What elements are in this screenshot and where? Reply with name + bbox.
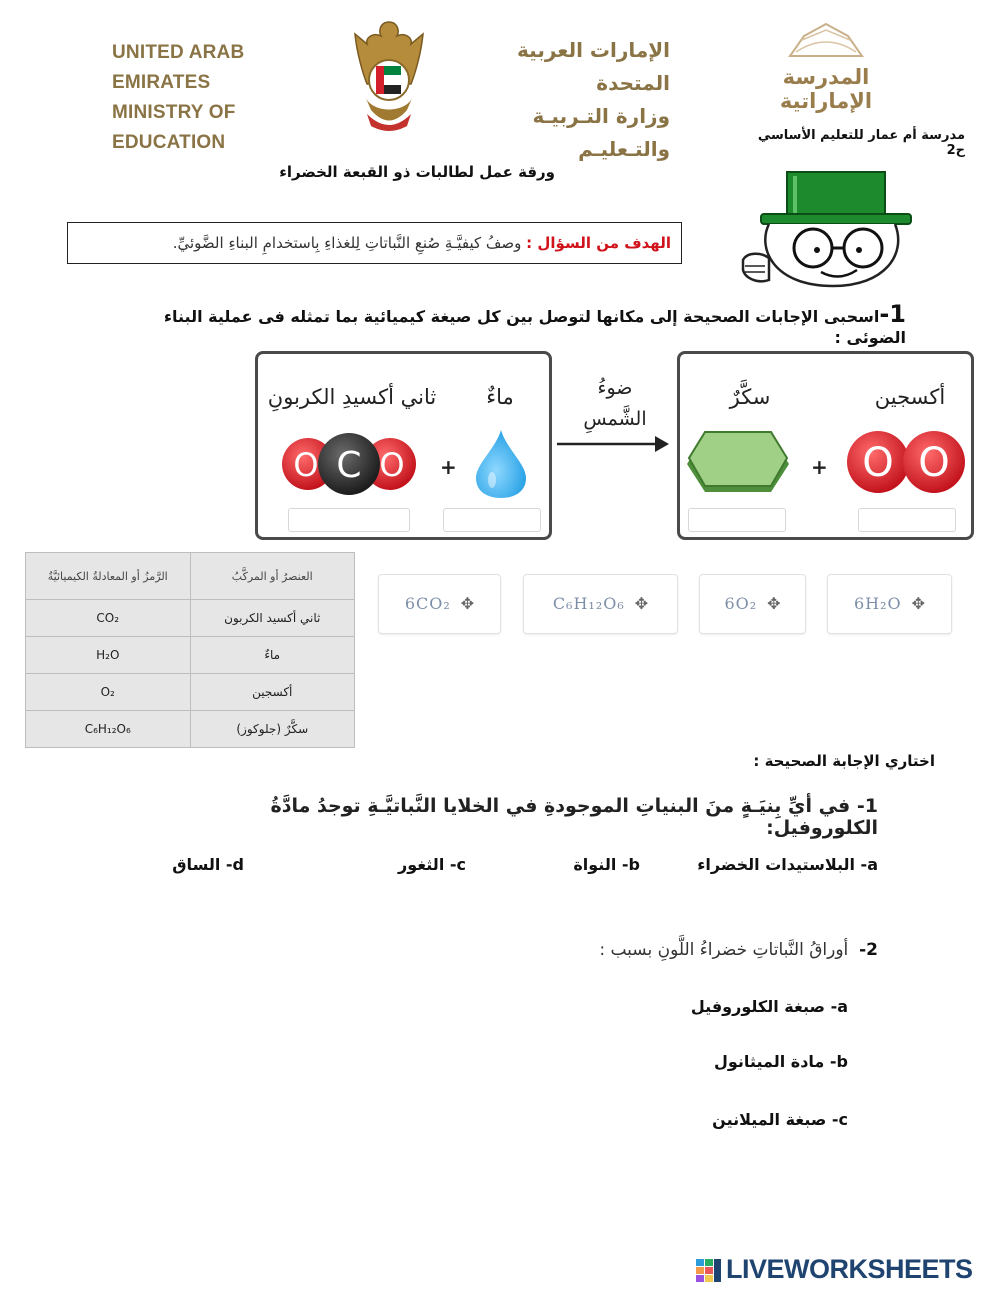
water-label: ماءٌ [486, 385, 514, 409]
table-row [26, 711, 355, 748]
mcq-question-2 [540, 940, 878, 960]
school-name: مدرسة أم عمار للتعليم الأساسي ح2 [757, 128, 965, 158]
drop-zone-oxygen[interactable] [858, 508, 956, 532]
green-hat-character-icon [735, 168, 920, 290]
draggable-chip-6co2[interactable] [378, 574, 501, 634]
liveworksheets-logo-icon [696, 1259, 722, 1283]
ministry-en-line1: UNITED ARAB EMIRATES [112, 42, 245, 93]
ministry-ar-line1: الإمارات العربية المتحدة [517, 38, 670, 95]
goal-text: وصفُ كيفيَّـةِ صُنعِ النَّباتاتِ لِلغذاءِ بِاستخدامِ البناءِ الضَّوئيِّ. [172, 234, 522, 252]
plus-sign-reactants: + [440, 455, 457, 479]
plus-sign-products: + [811, 455, 828, 479]
table-cell-formula: H₂O [26, 637, 191, 674]
school-logo-line2: الإماراتية [779, 89, 873, 113]
table-header-name: العنصرُ أو المركَّبُ [190, 553, 355, 600]
table-header-row [26, 553, 355, 600]
table-cell-name: أكسجين [190, 674, 355, 711]
mcq1-option-a[interactable]: a- البلاستيدات الخضراء [697, 855, 878, 874]
question-1-text: اسحبى الإجابات الصحيحة إلى مكانها لتوصل بين كل صيغة كيميائية بما تمثله فى عملية البناء الضوئى : [163, 307, 906, 347]
draggable-chip-6h2o[interactable] [827, 574, 952, 634]
o2-atom-right: O [918, 440, 950, 486]
mcq2-option-b[interactable]: b- مادة الميثانول [713, 1052, 848, 1071]
reaction-arrow-icon [555, 432, 673, 456]
drop-zone-water[interactable] [443, 508, 541, 532]
reference-table [25, 552, 355, 748]
move-icon: ✥ [634, 594, 649, 613]
table-cell-formula: C₆H₁₂O₆ [26, 711, 191, 748]
draggable-chip-6o2[interactable] [699, 574, 806, 634]
liveworksheets-brand: LIVEWORKSHEETS [726, 1254, 973, 1284]
table-cell-name: ثاني أكسيد الكربون [190, 600, 355, 637]
co2-atom-o-right: O [379, 446, 405, 484]
chip-label: 6CO₂ [404, 594, 451, 613]
co2-label: ثاني أكسيدِ الكربونِ [267, 385, 437, 409]
sunlight-label-line2: الشَّمسِ [583, 408, 647, 430]
move-icon: ✥ [911, 594, 926, 613]
school-logo-line1: المدرسة [782, 65, 870, 89]
mcq1-option-d[interactable]: d- الساق [172, 855, 244, 874]
o2-atom-left: O [862, 440, 894, 486]
table-cell-name: ماءٌ [190, 637, 355, 674]
question-1 [100, 300, 906, 347]
goal-box [67, 222, 682, 264]
table-cell-name: سكَّرٌ (جلوكوز) [190, 711, 355, 748]
table-row [26, 600, 355, 637]
ministry-en-line2: MINISTRY OF EDUCATION [112, 102, 236, 153]
liveworksheets-logo[interactable] [696, 1256, 996, 1286]
mcq2-option-a[interactable]: a- صبغة الكلوروفيل [690, 997, 848, 1016]
emirati-school-logo [762, 22, 890, 122]
goal-label: الهدف من السؤال : [526, 234, 671, 252]
question-1-number: 1- [879, 300, 906, 328]
mcq1-option-c[interactable]: c- الثغور [398, 855, 466, 874]
ministry-arabic-name [440, 34, 670, 166]
draggable-chip-glucose[interactable] [523, 574, 678, 634]
mcq-instruction: اختاري الإجابة الصحيحة : [753, 752, 935, 770]
mcq-question-2-number: 2- [859, 940, 878, 960]
mcq1-option-b[interactable]: b- النواة [573, 855, 640, 874]
table-cell-formula: CO₂ [26, 600, 191, 637]
table-row [26, 637, 355, 674]
co2-molecule-icon [280, 432, 418, 496]
sugar-label: سكَّرٌ [729, 385, 771, 409]
mcq-question-2-text: أوراقُ النَّباتاتِ خضراءُ اللَّونِ بسبب : [599, 940, 849, 960]
oxygen-label: أكسجين [874, 385, 946, 409]
mcq2-option-c[interactable]: c- صبغة الميلانين [712, 1110, 848, 1129]
water-drop-icon [472, 428, 530, 500]
table-header-formula: الرَّمزُ أو المعادلةُ الكيميائيَّةُ [26, 553, 191, 600]
o2-molecule-icon [846, 430, 968, 494]
mcq-question-1: 1- في أيِّ بِنيَـةٍ منَ البنياتِ الموجودةِ في الخلايا النَّباتيَّـةِ توجدُ مادَّةُ الكلوروفيل: [270, 795, 878, 839]
table-row [26, 674, 355, 711]
sunlight-label-line1: ضوءُ [597, 377, 633, 399]
drop-zone-co2[interactable] [288, 508, 410, 532]
table-cell-formula: O₂ [26, 674, 191, 711]
chip-label: 6O₂ [724, 594, 758, 613]
chip-label: C₆H₁₂O₆ [552, 594, 625, 613]
co2-atom-c: C [336, 445, 362, 486]
ministry-ar-line2: وزارة التـربيـة والتـعليـم [532, 104, 670, 161]
move-icon: ✥ [767, 594, 781, 613]
drop-zone-sugar[interactable] [688, 508, 786, 532]
co2-atom-o-left: O [293, 446, 319, 484]
uae-emblem-icon [345, 14, 433, 136]
chip-label: 6H₂O [853, 594, 902, 613]
worksheet-title: ورقة عمل لطالبات ذو القبعة الخضراء [279, 163, 555, 181]
sugar-hexagon-icon [683, 428, 793, 498]
move-icon: ✥ [460, 594, 475, 613]
ministry-english-name [112, 38, 337, 158]
